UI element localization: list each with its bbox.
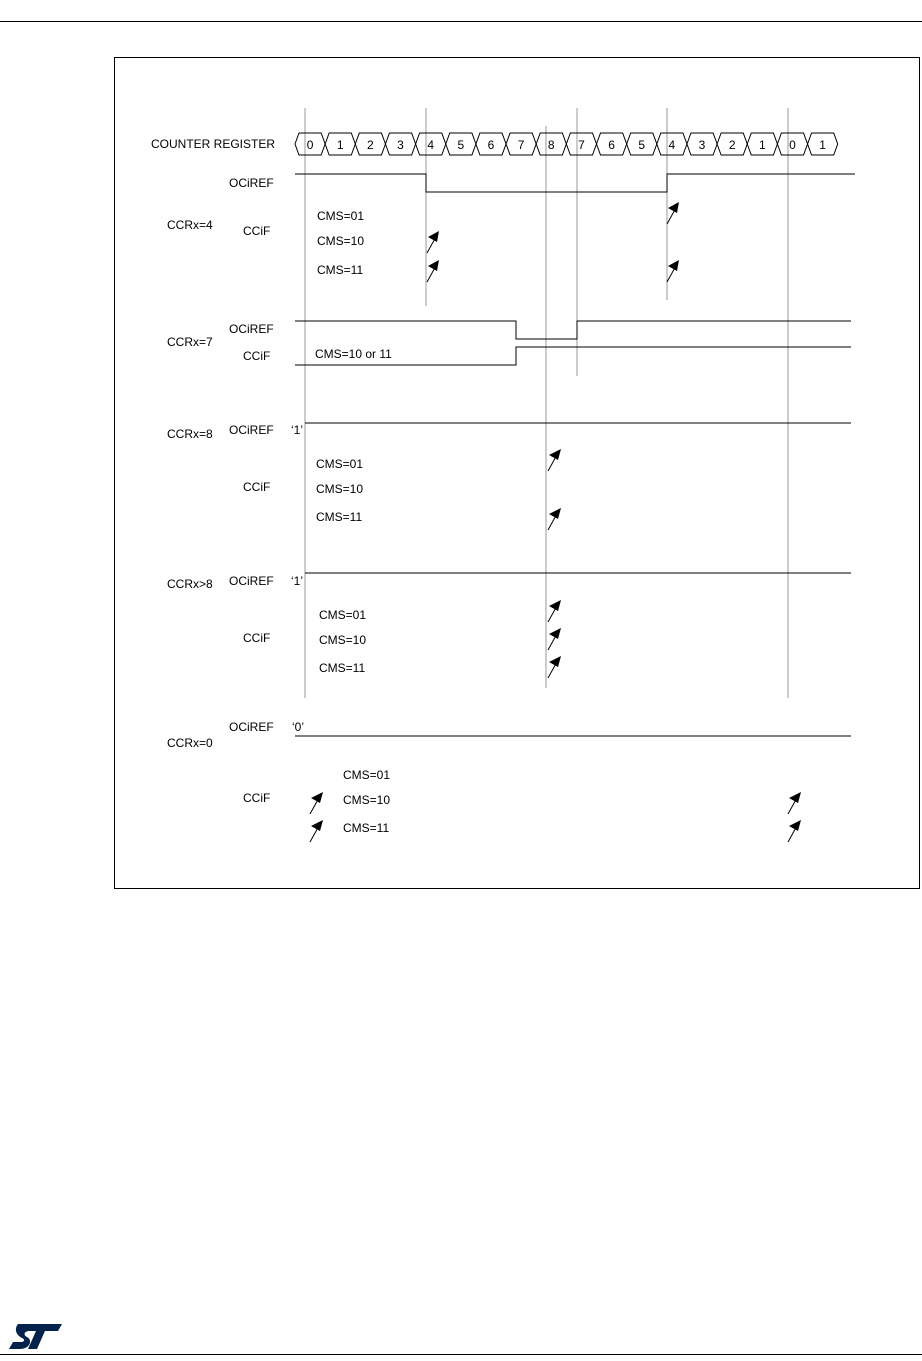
ocref-label-4: OCiREF: [229, 176, 274, 190]
ccif-arrows-8: [548, 449, 561, 530]
st-logo-icon: [8, 1322, 64, 1352]
timing-diagram-svg: [115, 58, 921, 890]
counter-value: 6: [487, 138, 495, 152]
counter-value: 2: [367, 138, 374, 152]
counter-value: 5: [638, 138, 646, 152]
ocref-label-7: OCiREF: [229, 322, 274, 336]
reference-lines: [305, 108, 788, 698]
counter-value: 7: [517, 138, 525, 152]
counter-value: 4: [427, 138, 435, 152]
cms-label-7: CMS=10 or 11: [315, 347, 392, 361]
counter-value: 3: [397, 138, 404, 152]
ocref-waveform-4: [295, 174, 855, 192]
counter-cells: [295, 133, 838, 155]
counter-value: 0: [306, 138, 314, 152]
timing-diagram: [114, 57, 920, 889]
header-rule: [0, 21, 922, 22]
cms-label-8-11: CMS=11: [316, 510, 363, 524]
cms-label-0-01: CMS=01: [343, 768, 391, 782]
cms-label-4-11: CMS=11: [317, 263, 364, 277]
ocref-label-gt8: OCiREF: [229, 574, 274, 588]
ccif-arrows-4: [427, 202, 679, 282]
cms-label-0-11: CMS=11: [343, 821, 390, 835]
counter-value: 1: [758, 138, 766, 152]
ccr-label-7: CCRx=7: [167, 335, 213, 349]
counter-value: 1: [336, 138, 344, 152]
ccif-label-0: CCiF: [243, 791, 271, 805]
ccr-label-8: CCRx=8: [167, 427, 213, 441]
counter-value: 8: [547, 138, 555, 152]
counter-value: 0: [789, 138, 796, 152]
ccr-label-4: CCRx=4: [167, 218, 213, 232]
counter-register-label: COUNTER REGISTER: [151, 137, 276, 151]
cms-label-4-10: CMS=10: [317, 234, 365, 248]
cms-label-gt8-01: CMS=01: [319, 608, 367, 622]
ccif-label-7: CCiF: [243, 349, 271, 363]
counter-value: 5: [457, 138, 465, 152]
ccr-label-gt8: CCRx>8: [167, 577, 213, 591]
counter-value: 4: [668, 138, 676, 152]
counter-value: 6: [608, 138, 615, 152]
footer-rule: [0, 1354, 922, 1355]
counter-value: 1: [819, 138, 826, 152]
cms-label-0-10: CMS=10: [343, 793, 391, 807]
ccif-arrows-gt8: [548, 600, 561, 678]
counter-value: 3: [698, 138, 706, 152]
counter-value: 7: [578, 138, 585, 152]
st-logo-shape: [9, 1324, 62, 1349]
cms-label-4-01: CMS=01: [317, 209, 365, 223]
counter-value: 2: [728, 138, 736, 152]
ocref-label-0: OCiREF: [229, 720, 274, 734]
ccif-label-gt8: CCiF: [243, 631, 271, 645]
ocref-waveform-7: [295, 321, 851, 339]
cms-label-8-10: CMS=10: [316, 482, 364, 496]
cms-label-gt8-10: CMS=10: [319, 633, 367, 647]
ocref-level-gt8: ‘1’: [291, 574, 304, 588]
ocref-level-0: ‘0’: [292, 720, 305, 734]
cms-label-gt8-11: CMS=11: [319, 661, 366, 675]
ocref-level-8: ‘1’: [291, 423, 304, 437]
ccif-label-4: CCiF: [243, 224, 271, 238]
ccr-label-0: CCRx=0: [167, 736, 213, 750]
ocref-label-8: OCiREF: [229, 423, 274, 437]
cms-label-8-01: CMS=01: [316, 457, 364, 471]
ccif-label-8: CCiF: [243, 480, 271, 494]
